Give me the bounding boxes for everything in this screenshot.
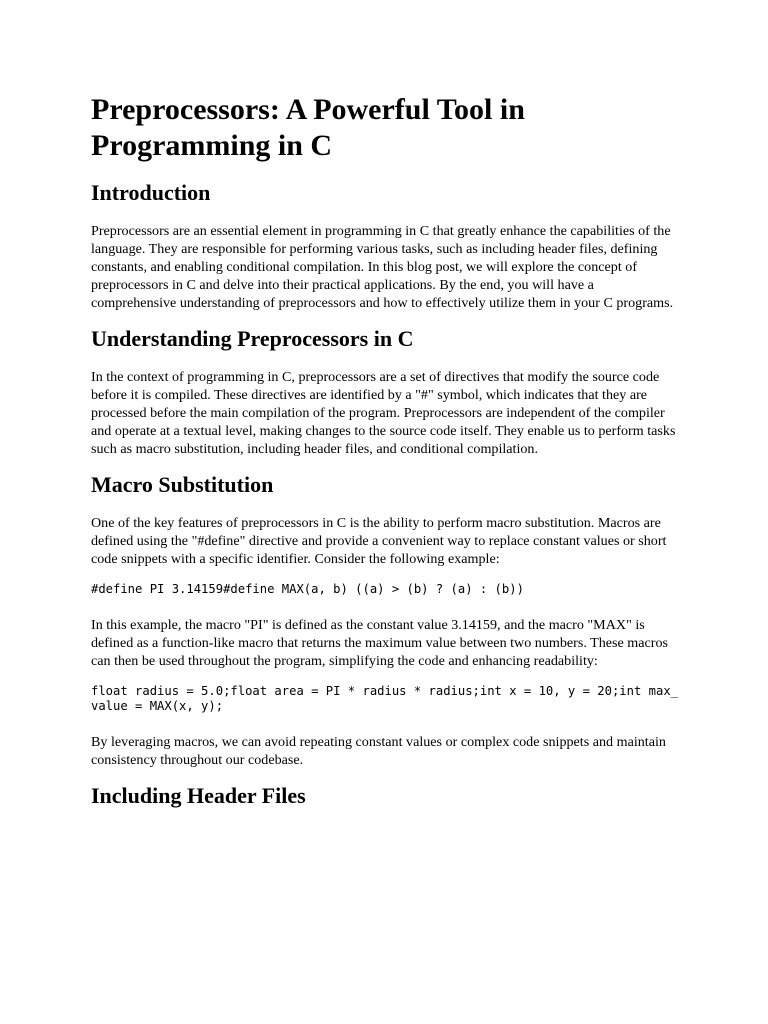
document-page bbox=[91, 92, 681, 825]
introduction-paragraph: Preprocessors are an essential element in programming in C that greatly enhance the capabilities of the language. They are responsible for performing various tasks, such as including header files, defining constants, and enabling conditional compilation. In this blog post, we will explore the concept of preprocessors in C and delve into their practical applications. By the end, you will have a comprehensive understanding of preprocessors and how to effectively utilize them in your C programs. bbox=[91, 223, 674, 311]
macro-paragraph-1: One of the key features of preprocessors in C is the ability to perform macro substitution. Macros are defined using the "#define" directive and provide a convenient way to replace constant values or short code snippets with a specific identifier. Consider the following example: bbox=[91, 515, 667, 567]
section-heading-macro-substitution: Macro Substitution bbox=[91, 472, 274, 497]
macro-paragraph-3: By leveraging macros, we can avoid repeating constant values or complex code snippets and maintain consistency throughout our codebase. bbox=[91, 734, 666, 768]
article-title: Preprocessors: A Powerful Tool in Programming in C bbox=[91, 93, 525, 162]
understanding-paragraph: In the context of programming in C, preprocessors are a set of directives that modify the source code before it is compiled. These directives are identified by a "#" symbol, which indicates that they are processed before the main compilation of the program. Preprocessors are independent of the compiler and operate at a textual level, making changes to the source code itself. They enable us to perform tasks such as macro substitution, including header files, and conditional compilation. bbox=[91, 369, 676, 457]
section-heading-introduction: Introduction bbox=[91, 180, 211, 205]
section-heading-including-header-files: Including Header Files bbox=[91, 783, 306, 808]
macro-paragraph-2: In this example, the macro "PI" is defined as the constant value 3.14159, and the macro "MAX" is defined as a function-like macro that returns the maximum value between two numbers. These macros can then be used throughout the program, simplifying the code and enhancing readability: bbox=[91, 617, 669, 669]
macro-code-example-1: #define PI 3.14159#define MAX(a, b) ((a) > (b) ? (a) : (b)) bbox=[91, 582, 524, 596]
section-heading-understanding: Understanding Preprocessors in C bbox=[91, 326, 414, 351]
macro-code-example-2: float radius = 5.0;float area = PI * radius * radius;int x = 10, y = 20;int max_value = MAX(x, y); bbox=[91, 684, 678, 713]
